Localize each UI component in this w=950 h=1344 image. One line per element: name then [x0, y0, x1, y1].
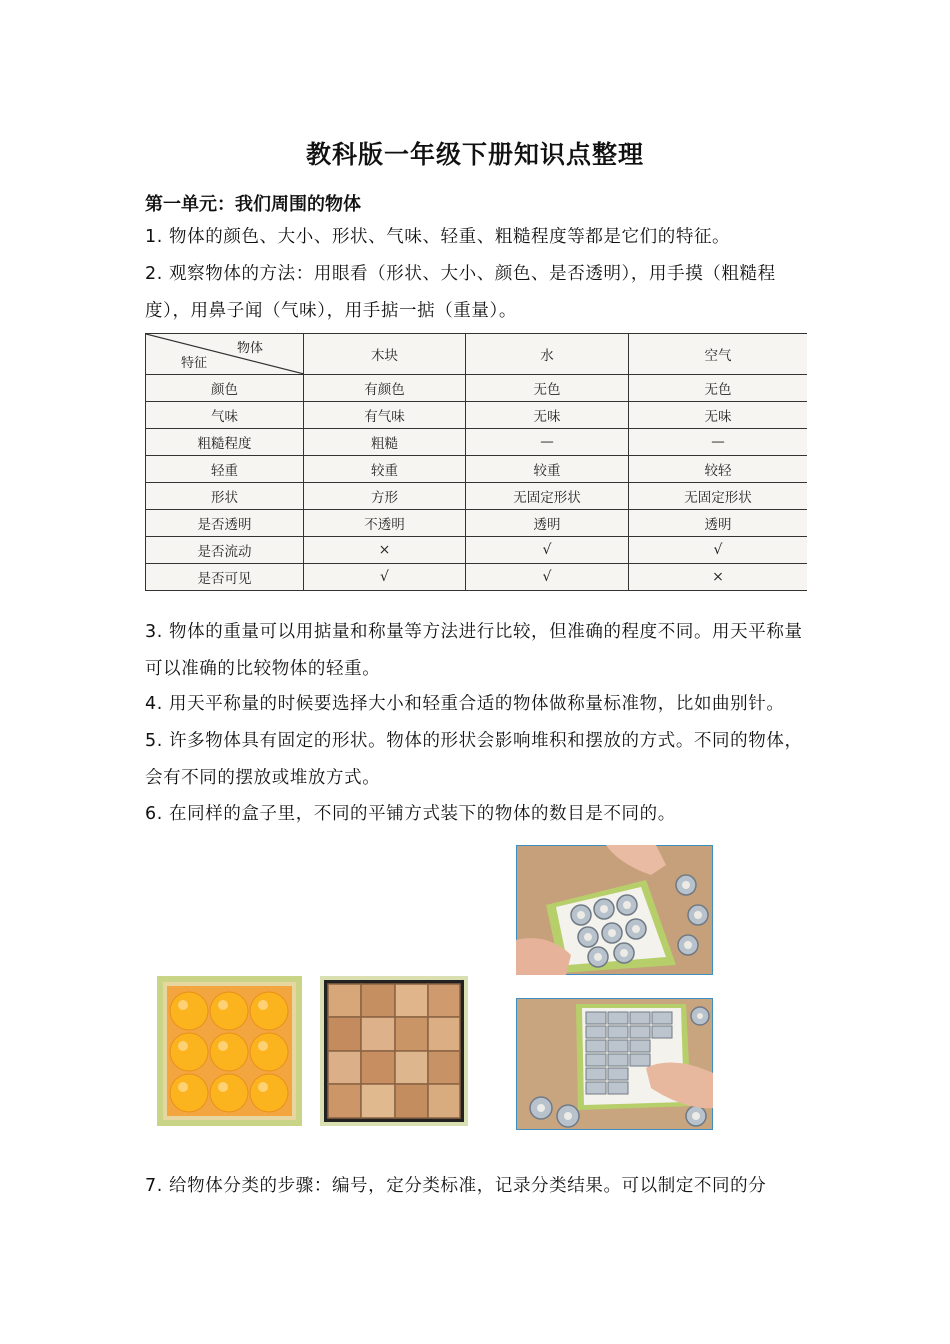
table-cell: 无色: [466, 375, 629, 402]
table-cell: —: [629, 429, 808, 456]
features-table-scan: [145, 333, 807, 591]
table-cell: —: [466, 429, 629, 456]
table-row: [146, 456, 808, 483]
table-row: [146, 510, 808, 537]
table-cell: 方形: [304, 483, 466, 510]
document-title: 教科版一年级下册知识点整理: [305, 140, 644, 169]
table-cell-mark: √: [466, 537, 629, 564]
unit-heading: 第一单元：我们周围的物体: [145, 194, 361, 215]
table-cell: 无固定形状: [629, 483, 808, 510]
table-cell: 透明: [629, 510, 808, 537]
table-cell: 有颜色: [304, 375, 466, 402]
table-cell: 有气味: [304, 402, 466, 429]
corner-label-feature: 特征: [181, 356, 208, 371]
table-row: [146, 537, 808, 564]
table-cell: 较重: [304, 456, 466, 483]
table-cell-mark: √: [466, 564, 629, 591]
row-feature: 轻重: [146, 456, 304, 483]
table-cell: 较轻: [629, 456, 808, 483]
photo-nuts-loose-tiling: [516, 845, 713, 975]
table-cell: 无色: [629, 375, 808, 402]
paragraph-1: 1. 物体的颜色、大小、形状、气味、轻重、粗糙程度等都是它们的特征。: [145, 227, 731, 247]
paragraph-7: 7. 给物体分类的步骤：编号，定分类标准，记录分类结果。可以制定不同的分: [145, 1176, 767, 1196]
paragraph-4: 4. 用天平称量的时候要选择大小和轻重合适的物体做称量标准物，比如曲别针。: [145, 694, 785, 714]
photo-nuts-dense-tiling: [516, 998, 713, 1130]
photo-wooden-blocks: [320, 976, 468, 1126]
column-header: 水: [466, 334, 629, 375]
table-row: [146, 402, 808, 429]
row-feature: 是否流动: [146, 537, 304, 564]
photo-ping-pong-balls: [157, 976, 302, 1126]
table-cell: 无固定形状: [466, 483, 629, 510]
row-feature: 是否透明: [146, 510, 304, 537]
table-row: [146, 483, 808, 510]
row-feature: 是否可见: [146, 564, 304, 591]
table-cell: 透明: [466, 510, 629, 537]
column-header: 空气: [629, 334, 808, 375]
table-cell-mark: √: [304, 564, 466, 591]
corner-label-object: 物体: [236, 341, 263, 356]
table-row: [146, 429, 808, 456]
row-feature: 形状: [146, 483, 304, 510]
table-cell-mark: √: [629, 537, 808, 564]
row-feature: 粗糙程度: [146, 429, 304, 456]
column-header: 木块: [304, 334, 466, 375]
table-row: [146, 564, 808, 591]
table-cell-mark: ×: [304, 537, 466, 564]
table-cell: 不透明: [304, 510, 466, 537]
table-cell: 无味: [466, 402, 629, 429]
table-cell: 较重: [466, 456, 629, 483]
row-feature: 气味: [146, 402, 304, 429]
paragraph-2: 2. 观察物体的方法：用眼看（形状、大小、颜色、是否透明），用手摸（粗糙程度），用鼻子闻（气味），用手掂一掂（重量）。: [145, 264, 776, 321]
table-cell-mark: ×: [629, 564, 808, 591]
diagonal-line: [146, 334, 304, 374]
table-row: [146, 375, 808, 402]
paragraph-5: 5. 许多物体具有固定的形状。物体的形状会影响堆积和摆放的方式。不同的物体，会有不同的摆放或堆放方式。: [145, 731, 803, 788]
table-corner-cell: [146, 334, 304, 375]
paragraph-6: 6. 在同样的盒子里，不同的平铺方式装下的物体的数目是不同的。: [145, 804, 676, 824]
row-feature: 颜色: [146, 375, 304, 402]
table-cell: 粗糙: [304, 429, 466, 456]
paragraph-3: 3. 物体的重量可以用掂量和称量等方法进行比较，但准确的程度不同。用天平称量可以准确的比较物体的轻重。: [145, 622, 803, 679]
features-table: [145, 333, 807, 591]
table-cell: 无味: [629, 402, 808, 429]
